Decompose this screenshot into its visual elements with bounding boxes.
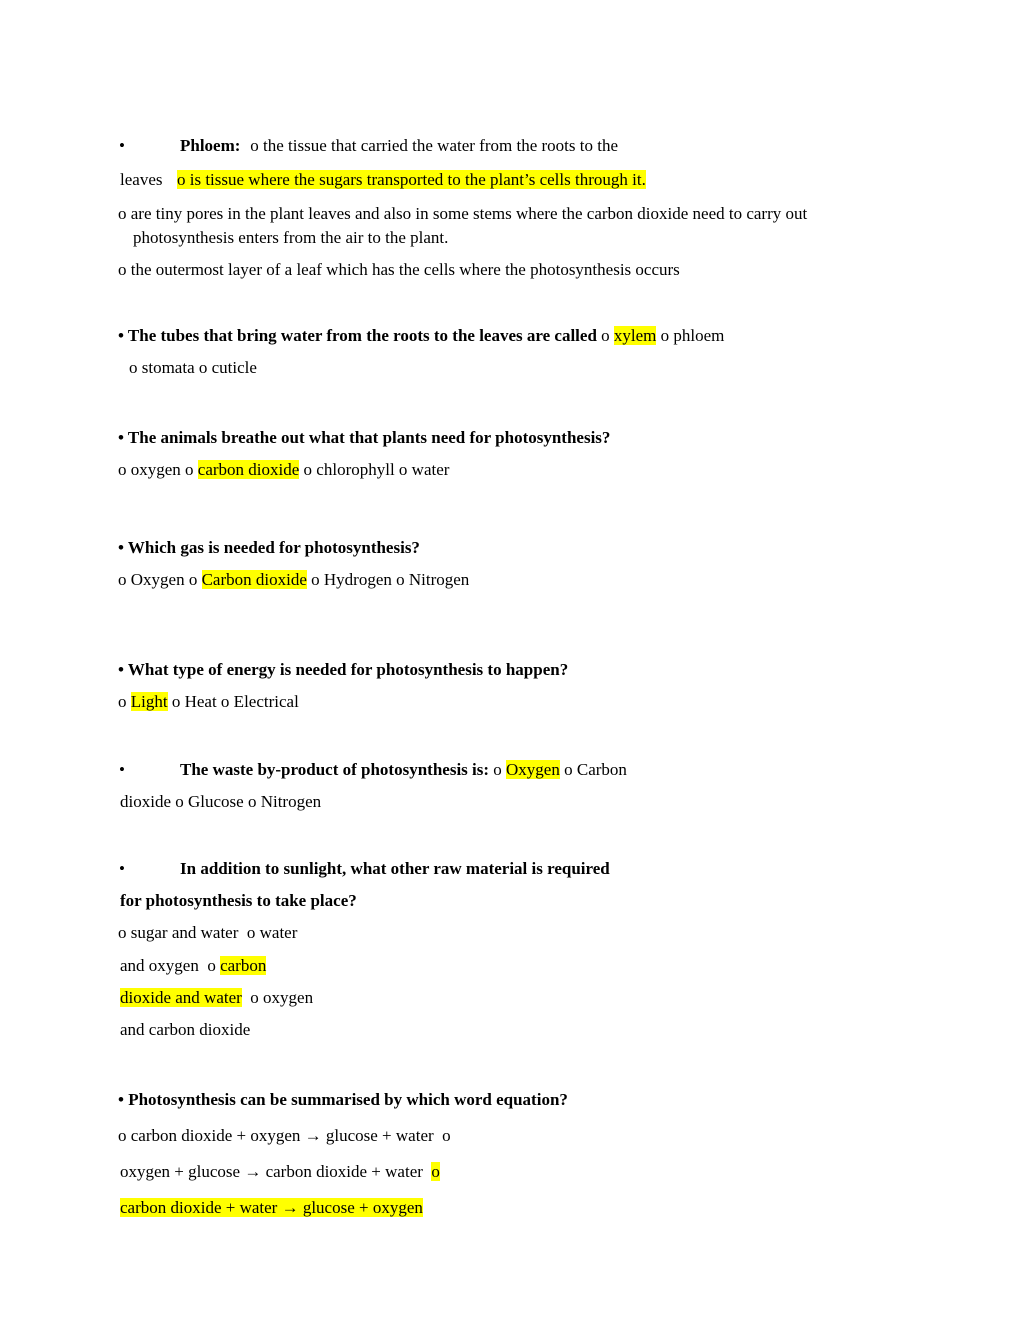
option-prefix: o: [118, 692, 131, 711]
bullet: •: [119, 859, 125, 878]
question-raw-text-1: In addition to sunlight, what other raw material is required: [180, 859, 610, 878]
answer-carbon: carbon: [220, 956, 267, 975]
phloem-definition-text: o the tissue that carried the water from the roots to the: [246, 136, 618, 155]
option-rest: dioxide o Glucose o Nitrogen: [120, 792, 322, 811]
phloem-line-1: [119, 136, 241, 156]
question-breathe-text: • The animals breathe out what that plants need for photosynthesis?: [118, 428, 611, 447]
question-raw-text-2: for photosynthesis to take place?: [120, 891, 357, 910]
question-raw-bullet: [119, 859, 125, 879]
option-sugar-water: o sugar and water o water: [118, 923, 298, 942]
question-energy-options: [118, 692, 299, 712]
cuticle-definition: [118, 260, 680, 280]
option-rest: o Hydrogen o Nitrogen: [306, 570, 470, 589]
leaves-text: leaves: [120, 170, 163, 189]
cuticle-definition-text: o the outermost layer of a leaf which has the cells where the photosynthesis occurs: [118, 260, 680, 279]
question-raw-option-1: [118, 923, 297, 943]
question-equation-option-2: [120, 1162, 440, 1182]
stomata-definition-text: o are tiny pores in the plant leaves and also in some stems where the carbon dioxide need to carry out: [118, 204, 808, 223]
question-waste: [180, 760, 627, 780]
option-equation-1: o carbon dioxide + oxygen → glucose + water o: [118, 1126, 451, 1145]
options-stomata-cuticle: o stomata o cuticle: [129, 358, 257, 377]
phloem-line-2: [120, 170, 646, 190]
option-oxygen: o oxygen: [241, 988, 314, 1007]
answer-carbon-dioxide: carbon dioxide: [197, 460, 300, 479]
question-equation: [118, 1090, 568, 1110]
option-phloem: o phloem: [656, 326, 725, 345]
question-raw-2: [120, 891, 357, 911]
phloem-line-1-rest: [246, 136, 618, 156]
question-gas: [118, 538, 420, 558]
question-equation-option-3: [120, 1198, 423, 1218]
question-waste-bullet: [119, 760, 125, 780]
question-raw-1: [180, 859, 610, 879]
question-equation-option-1: [118, 1126, 451, 1146]
question-raw-option-3: [120, 988, 313, 1008]
question-tubes: [118, 326, 724, 346]
bullet: •: [119, 136, 125, 155]
stomata-definition-cont: [133, 228, 448, 248]
option-rest: o Heat o Electrical: [167, 692, 299, 711]
option-equation-2: oxygen + glucose → carbon dioxide + water: [120, 1162, 432, 1181]
answer-xylem: xylem: [613, 326, 657, 345]
stomata-definition-text-2: photosynthesis enters from the air to the plant.: [133, 228, 449, 247]
question-energy-text: • What type of energy is needed for photosynthesis to happen?: [118, 660, 569, 679]
option-prefix: o: [489, 760, 507, 779]
question-gas-options: [118, 570, 469, 590]
answer-equation: carbon dioxide + water → glucose + oxygen: [120, 1198, 423, 1217]
question-equation-text: • Photosynthesis can be summarised by which word equation?: [118, 1090, 568, 1109]
question-gas-text: • Which gas is needed for photosynthesis?: [118, 538, 420, 557]
option-prefix: o: [596, 326, 614, 345]
question-tubes-options: [129, 358, 257, 378]
option-and-oxygen: and oxygen o: [120, 956, 221, 975]
answer-dioxide-water: dioxide and water: [120, 988, 242, 1007]
stomata-definition: [118, 204, 807, 224]
option-prefix: o oxygen o: [118, 460, 198, 479]
phloem-term: Phloem:: [180, 136, 241, 155]
question-raw-option-4: [120, 1020, 250, 1040]
question-waste-text: The waste by-product of photosynthesis is:: [180, 760, 490, 779]
question-raw-option-2: [120, 956, 266, 976]
question-tubes-text: • The tubes that bring water from the roots to the leaves are called: [118, 326, 597, 345]
answer-light: Light: [130, 692, 168, 711]
question-breathe: [118, 428, 610, 448]
option-rest: o chlorophyll o water: [299, 460, 450, 479]
phloem-answer-highlight: o is tissue where the sugars transported to the plant’s cells through it.: [176, 170, 646, 189]
answer-marker: o: [431, 1162, 440, 1181]
answer-oxygen: Oxygen: [506, 760, 560, 779]
bullet: •: [119, 760, 125, 779]
option-carbon: o Carbon: [559, 760, 627, 779]
option-prefix: o Oxygen o: [118, 570, 202, 589]
option-carbon-dioxide: and carbon dioxide: [120, 1020, 251, 1039]
question-waste-options: [120, 792, 321, 812]
answer-carbon-dioxide: Carbon dioxide: [201, 570, 307, 589]
question-breathe-options: [118, 460, 449, 480]
question-energy: [118, 660, 568, 680]
